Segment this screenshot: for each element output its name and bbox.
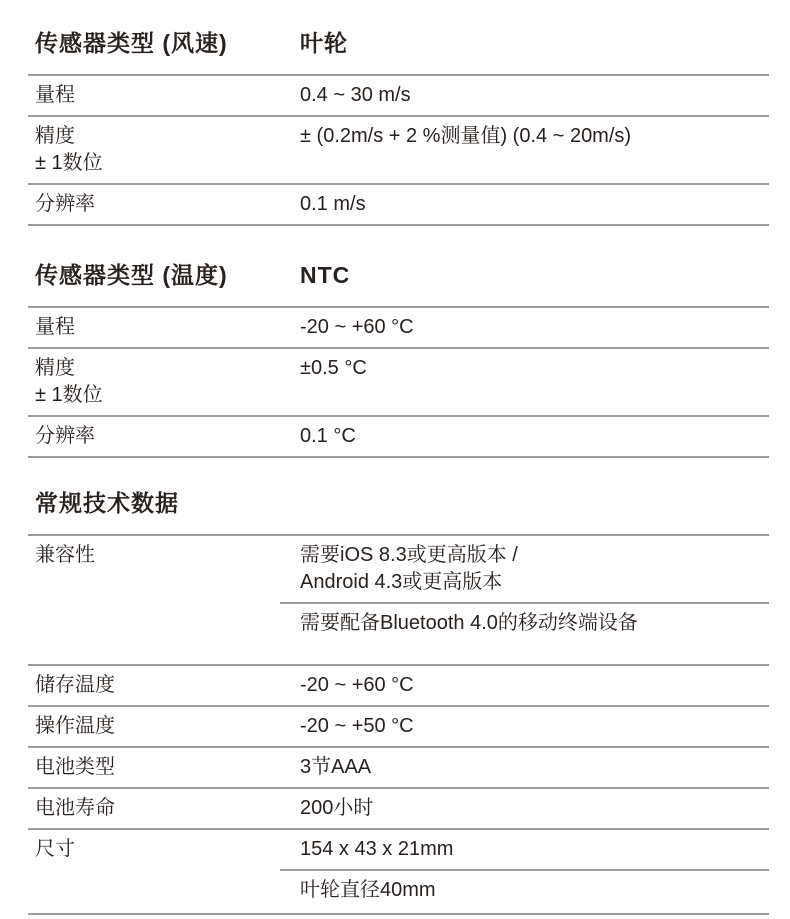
table-row bbox=[28, 705, 769, 746]
spec-section bbox=[28, 26, 769, 226]
row-label bbox=[28, 417, 280, 456]
value-cell bbox=[280, 117, 769, 156]
value-cell bbox=[280, 869, 769, 913]
section-heading-label: 传感器类型 (风速) bbox=[35, 30, 228, 56]
table-row bbox=[28, 787, 769, 828]
value-line: Android 4.3或更高版本 bbox=[300, 571, 503, 593]
value-line: 3节AAA bbox=[300, 756, 372, 778]
value-cell bbox=[280, 602, 769, 664]
value-line: 需要iOS 8.3或更高版本 / bbox=[300, 544, 518, 566]
value-cell bbox=[280, 830, 769, 869]
spec-table bbox=[28, 534, 769, 915]
value-line: -20 ~ +60 °C bbox=[300, 316, 414, 338]
value-line: 0.4 ~ 30 m/s bbox=[300, 84, 411, 106]
row-label bbox=[28, 349, 280, 415]
table-row bbox=[28, 74, 769, 115]
row-value-column bbox=[280, 789, 769, 828]
value-cell bbox=[280, 417, 769, 456]
spec-table bbox=[28, 74, 769, 226]
value-cell bbox=[280, 789, 769, 828]
row-label-line: 电池类型 bbox=[35, 756, 115, 778]
row-value-column bbox=[280, 417, 769, 456]
row-label bbox=[28, 308, 280, 347]
value-cell bbox=[280, 536, 769, 602]
row-label-line: 精度 bbox=[35, 357, 75, 379]
value-line: 154 x 43 x 21mm bbox=[300, 838, 454, 860]
section-heading-label: 传感器类型 (温度) bbox=[35, 262, 228, 288]
section-heading bbox=[28, 258, 769, 292]
value-cell bbox=[280, 748, 769, 787]
value-line: -20 ~ +50 °C bbox=[300, 715, 414, 737]
row-value-column bbox=[280, 707, 769, 746]
row-label bbox=[28, 707, 280, 746]
row-label-line: ± 1数位 bbox=[35, 152, 103, 174]
table-row bbox=[28, 415, 769, 456]
value-cell bbox=[280, 349, 769, 388]
row-label-line: 操作温度 bbox=[35, 715, 115, 737]
value-cell bbox=[280, 666, 769, 705]
value-line: 叶轮直径40mm bbox=[300, 879, 436, 901]
row-label bbox=[28, 666, 280, 705]
row-label-line: 量程 bbox=[35, 316, 75, 338]
value-cell bbox=[280, 308, 769, 347]
table-row bbox=[28, 183, 769, 224]
table-row bbox=[28, 534, 769, 664]
row-label-line: 分辨率 bbox=[35, 193, 95, 215]
row-label bbox=[28, 76, 280, 115]
row-label-line: ± 1数位 bbox=[35, 384, 103, 406]
row-value-column bbox=[280, 349, 769, 415]
value-line: -20 ~ +60 °C bbox=[300, 674, 414, 696]
value-line: 需要配备Bluetooth 4.0的移动终端设备 bbox=[300, 612, 638, 634]
table-row bbox=[28, 664, 769, 705]
row-label-line: 兼容性 bbox=[35, 544, 95, 566]
table-row bbox=[28, 347, 769, 415]
spec-section bbox=[28, 486, 769, 915]
section-heading-value: NTC bbox=[300, 262, 351, 288]
row-label-line: 精度 bbox=[35, 125, 75, 147]
spec-table bbox=[28, 306, 769, 458]
row-label bbox=[28, 536, 280, 664]
value-cell bbox=[280, 76, 769, 115]
table-row bbox=[28, 828, 769, 913]
spec-section bbox=[28, 258, 769, 458]
row-label-line: 电池寿命 bbox=[35, 797, 115, 819]
section-heading-label: 常规技术数据 bbox=[35, 490, 179, 516]
value-line: 200小时 bbox=[300, 797, 374, 819]
value-cell bbox=[280, 185, 769, 224]
row-label-line: 储存温度 bbox=[35, 674, 115, 696]
row-value-column bbox=[280, 185, 769, 224]
row-label bbox=[28, 185, 280, 224]
value-line: 0.1 °C bbox=[300, 425, 356, 447]
row-label bbox=[28, 789, 280, 828]
section-heading bbox=[28, 26, 769, 60]
row-label bbox=[28, 117, 280, 183]
row-value-column bbox=[280, 308, 769, 347]
value-line: 0.1 m/s bbox=[300, 193, 366, 215]
value-line: ±0.5 °C bbox=[300, 357, 367, 379]
section-heading-value: 叶轮 bbox=[300, 30, 348, 56]
table-row bbox=[28, 306, 769, 347]
table-row bbox=[28, 115, 769, 183]
section-heading bbox=[28, 486, 769, 520]
row-value-column bbox=[280, 76, 769, 115]
row-label-line: 量程 bbox=[35, 84, 75, 106]
value-cell bbox=[280, 707, 769, 746]
row-label-line: 分辨率 bbox=[35, 425, 95, 447]
row-value-column bbox=[280, 536, 769, 664]
row-label-line: 尺寸 bbox=[35, 838, 75, 860]
row-value-column bbox=[280, 666, 769, 705]
row-label bbox=[28, 830, 280, 913]
row-value-column bbox=[280, 117, 769, 183]
row-value-column bbox=[280, 748, 769, 787]
row-value-column bbox=[280, 830, 769, 913]
row-label bbox=[28, 748, 280, 787]
table-row bbox=[28, 746, 769, 787]
value-line: ± (0.2m/s + 2 %测量值) (0.4 ~ 20m/s) bbox=[300, 125, 632, 147]
